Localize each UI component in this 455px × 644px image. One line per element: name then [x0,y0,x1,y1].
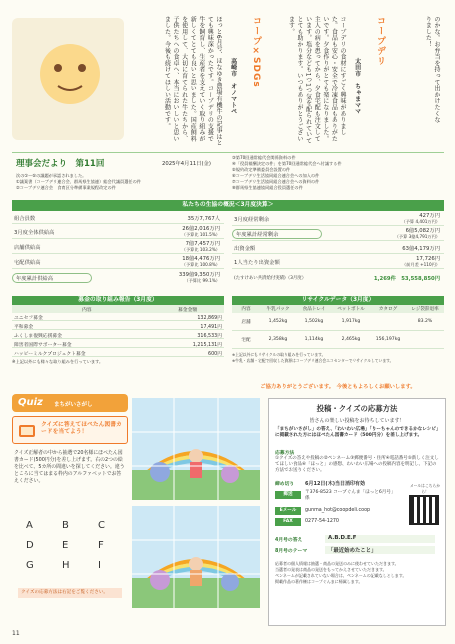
donation-name: ふくしま復興応援募金 [14,334,62,339]
letter-heading-kopdeli: コープデリ [375,16,385,66]
recycle-cell: 1,452kg [268,319,288,324]
recycle-header-2: 食品トレイ [302,307,326,312]
quiz-gift [12,416,128,444]
entry-note: 応募者の個人情報は抽選・商品の発送のみに使わせていただきます。 [275,561,399,566]
quiz-picture-top [132,398,260,500]
letter-text-col2: コープデリの食材にすごく興味がありました。食品も安心・安全で冷凍食品もありがたいです。夕食作りがとても楽になりました。主人の病を患ってから、夕食宅配も注文しています。塩分なども1つ1つ気を配られていてとても助かります。いつもありがとうございます。 [287,16,346,144]
entry-post: 〒376-8523 コープぐんま「ほっと6月号」係 [305,490,394,501]
quiz-letter-h: H [62,560,70,571]
donations-header-amount: 募金金額 [178,308,198,313]
donation-row [12,331,224,339]
recycle-header-0: 内容 [241,307,251,312]
quiz-letter-c: C [98,520,105,531]
letter-text-col1: のかな。お弁当を持って出かけたくなりました！ [424,16,440,124]
results-left-row-4 [12,270,224,285]
quiz-letter-b: B [62,520,69,531]
row-label: 年度累計供給高 [12,273,92,283]
entry-email[interactable]: gunma_hot@coopdeli.coop [305,508,371,513]
page-number: 11 [12,630,20,637]
donation-name: 平和募金 [14,325,34,330]
row-value: 427万円 [419,212,440,219]
results-right-col [232,212,444,288]
results-right-row-4 [232,270,444,285]
row-sub: （予算比 101.5%） [181,231,220,237]
quiz-section [12,394,128,610]
letter-heading-sdgs: コープ×SDGs [251,16,261,88]
row-sub: （予算比 99.1%） [184,277,220,283]
row-value: 26億2,016万円 [182,225,220,232]
quiz-gift-text: クイズに答えてほぺたん図書カードを当てよう！ [41,422,122,436]
row-value: 339億9,350万円 [178,271,220,278]
entry-method: ①クイズの答えや投稿の②ペンネーム③郵便番号・住所④電話番号⑤新しく注文してほしい食品⑥「ほっと」の感想、わいわい広場への投稿内容を明記し、下記の方法でお送りください。 [275,456,439,473]
entry-answer-label: 4月号の答え [275,538,303,543]
results-right-row-3 [232,255,444,269]
report-left-item-2: ②コープデリ連合会 食育区分準備事業規程改定の件 [16,185,116,190]
report-left-item-1: ①議案書（コープデリ連合会、群馬県生協連）総会代議員選任の件 [16,179,141,184]
report-right-item-1: ④「役員報酬決定の件」を第70回通常総代会へ付議する件 [232,161,342,166]
quiz-letter-d: D [26,540,34,551]
recycle-header-3: ペットボトル [337,307,365,312]
results-left-row-3 [12,255,224,269]
row-label: 1人当たり出資金額 [234,259,280,266]
quiz-desc: クイズ正解者の中から抽選で20名様にほぺたん図書カード(500円分)を差し上げます。右の2つの絵を比べて、5カ所の間違いを探してください。違うところに当てはまる枠内のアルファベットでお答えください。 [14,450,125,484]
results-left-row-0 [12,212,224,224]
recycle-row-0 [232,314,444,331]
results-left-col [12,212,224,288]
entry-note: 当選者の発表は商品の発送をもってかえさせていただきます。 [275,567,387,572]
recycle-cell: 宅配 [241,338,251,343]
row-sub: （予算 3億4,791万円） [394,233,440,239]
quiz-badge [12,394,128,412]
row-label: 出資金額 [234,245,256,252]
row-value: 35万7,767人 [187,215,220,222]
donation-amount: 316,533円 [197,334,222,339]
row-sub: （予算 4,401万円） [401,218,440,224]
results-left-row-1 [12,225,224,239]
donations-section [12,296,224,366]
quiz-letter-a: A [26,520,33,531]
recycle-header-5: レジ袋辞退率 [411,307,439,312]
report-right-item-5: ⑧群馬県生協連協同組合役員選任の件 [232,185,303,190]
row-value: 7億7,457万円 [185,240,220,247]
row-value: 17,726円 [416,255,440,262]
donation-row [12,322,224,330]
results-section [12,200,444,288]
recycle-cell: 2,465kg [341,337,361,342]
donations-header [12,305,224,313]
gift-card-icon [17,421,37,441]
entry-post-label: 郵送 [275,491,301,499]
donations-header-content: 内容 [82,308,92,313]
report-right-item-4: ⑦コープデリ生活協同組合連合会への資料の件 [232,179,320,184]
recycle-title: リサイクルデータ（3月度） [232,296,444,305]
entry-notes [275,561,441,585]
recycle-row-1 [232,332,444,349]
report-section [12,152,444,198]
thanks-text: ご協力ありがとうございます。 今後ともよろしくお願いします。 [260,384,416,390]
quiz-letter-grid [18,520,122,580]
report-title: 理事会だより 第11回 [16,159,105,169]
donation-amount: 132,869円 [197,316,222,321]
entry-lead: 皆さんの楽しい投稿をお待ちしています！ [309,418,405,424]
donation-row [12,349,224,357]
report-right-item-3: ⑥コープデリ生活協同組合連合会への加入の件 [232,173,320,178]
quiz-letter-g: G [26,560,34,571]
entry-note: 掲載作品の著作権はコープぐんまに帰属します。 [275,579,363,584]
row-sub: （予算比 100.8%） [181,261,220,267]
entry-note: ペンネームが記載されていない場合は、ペンネームの記載なしとします。 [275,573,407,578]
recycle-cell: 156,197kg [375,337,401,342]
decorative-illustration [10,14,130,144]
row-sub: （予算比 103.2%） [181,246,220,252]
row-sub: （前月差 +110円） [402,261,440,267]
letter-author-col2: 太田市 ちゃまママ [353,58,361,115]
entry-answer: A.B.D.E.F [325,535,435,543]
entry-desc: 「まちがいさがし」の答え、「わいわい広場」「りーちゃんのできるかなレシピ」に掲載された方にはほぺたん図書カード（500円分）を差し上げます。 [275,427,441,438]
entry-fax-label: FAX [275,518,301,526]
donation-name: 障害者国際サポーター募金 [14,343,72,348]
report-date: 2025年4月11日(金) [162,161,211,167]
recycle-section [232,296,444,376]
row-label: 年度累計経常剰余 [232,229,322,239]
results-right-row-0 [232,212,444,226]
qr-code-icon[interactable] [409,495,439,525]
report-right-item-2: ⑤規約改定準備委員会設置の件 [232,167,291,172]
results-left-row-2 [12,240,224,254]
entry-method-label: 応募方法 [275,451,295,456]
entry-email-label: Eメール [275,507,301,515]
recycle-cell: 83.2% [417,319,433,324]
recycle-cell: 店舗 [241,320,251,325]
quiz-badge-sub: まちがいさがし [54,402,93,408]
row-value: 1,269件 53,558,850円 [373,275,440,282]
recycle-note: ※上記以外にもリサイクルの取り組みを行っています。 [232,352,326,357]
row-value: 18億4,476万円 [182,255,220,262]
donation-amount: 17,491円 [200,325,222,330]
results-title: 私たちの生協の概況＜3月度決算＞ [12,200,444,211]
row-label: 宅配供給高 [14,259,41,266]
row-value: 6億5,082万円 [405,227,440,234]
entry-deadline: 6月12日(木)当日消印有効 [305,481,366,487]
row-label: (たすけあい共済給付実績)（3月度） [234,275,307,281]
recycle-header [232,305,444,313]
donation-name: ハッピーミルクプロジェクト募金 [14,352,86,357]
donations-note: ※上記以外にも様々な取り組みを行っています。 [12,359,104,364]
quiz-badge-text: Quiz [18,397,43,408]
report-right-item-0: ③第70回通常総代会関係資料の件 [232,155,296,160]
donation-amount: 1,215,131円 [192,343,222,348]
donation-name: ユニセフ募金 [14,316,43,321]
recycle-cell: 2,358kg [268,337,288,342]
quiz-answer-note: クイズの応募方法は右記をご覧ください。 [18,588,122,598]
recycle-cell: 1,917kg [341,319,361,324]
row-label: 3月度経常剰余 [234,216,270,223]
letter-author-col3: 高崎市 オノマトペ [229,58,237,115]
recycle-header-1: 牛乳パック [266,307,290,312]
recycle-header-4: カタログ [378,307,398,312]
entry-title: 投稿・クイズの応募方法 [316,404,398,413]
recycle-cell: 1,114kg [304,337,324,342]
entry-theme: 「最近始めたこと」 [325,546,435,554]
donation-row [12,340,224,348]
results-right-row-1 [232,227,444,241]
recycle-cell: 1,502kg [304,319,324,324]
letter-text-col3: ほっと6月号、ほなゆき農場有機牛の記事はとても興味深かったです。コープデリの支援で牛を飼育し、生産者を支えていく取り組みが新しくてとても良いと思いました。国産飼料を使用して、大切に育てられた牛たちから、子供たちへの食卓へ、本当においしいと思いました。今後も続けてほしい活動です。 [163,16,222,147]
row-label: 店舗供給高 [14,244,41,251]
quiz-letter-f: F [98,540,104,551]
row-value: 63億4,179万円 [402,245,440,252]
donation-amount: 600円 [208,352,222,357]
donations-title: 募金の取り組み報告（3月度） [12,296,224,305]
quiz-letter-e: E [62,540,69,551]
quiz-letter-i: I [98,560,101,571]
entry-deadline-label: 締め切り [275,482,295,487]
report-left-item-0: 次の①〜⑤の議題が承認されました。 [16,173,87,178]
qr-label: メールはこちらから！ [409,483,441,494]
donation-row [12,313,224,321]
results-right-row-2 [232,242,444,254]
row-label: 組合員数 [14,215,36,222]
quiz-picture-bottom [132,506,260,608]
recycle-note2: ※牛乳・店舗・宅配で回収した資源はコープデリ連合会エコセンターでリサイクルしています。 [232,358,394,363]
entry-section [268,398,446,626]
row-label: 3月度全体供給高 [14,229,55,236]
entry-fax: 0277-54-1270 [305,519,339,524]
entry-theme-label: 8月号のテーマ [275,549,308,554]
